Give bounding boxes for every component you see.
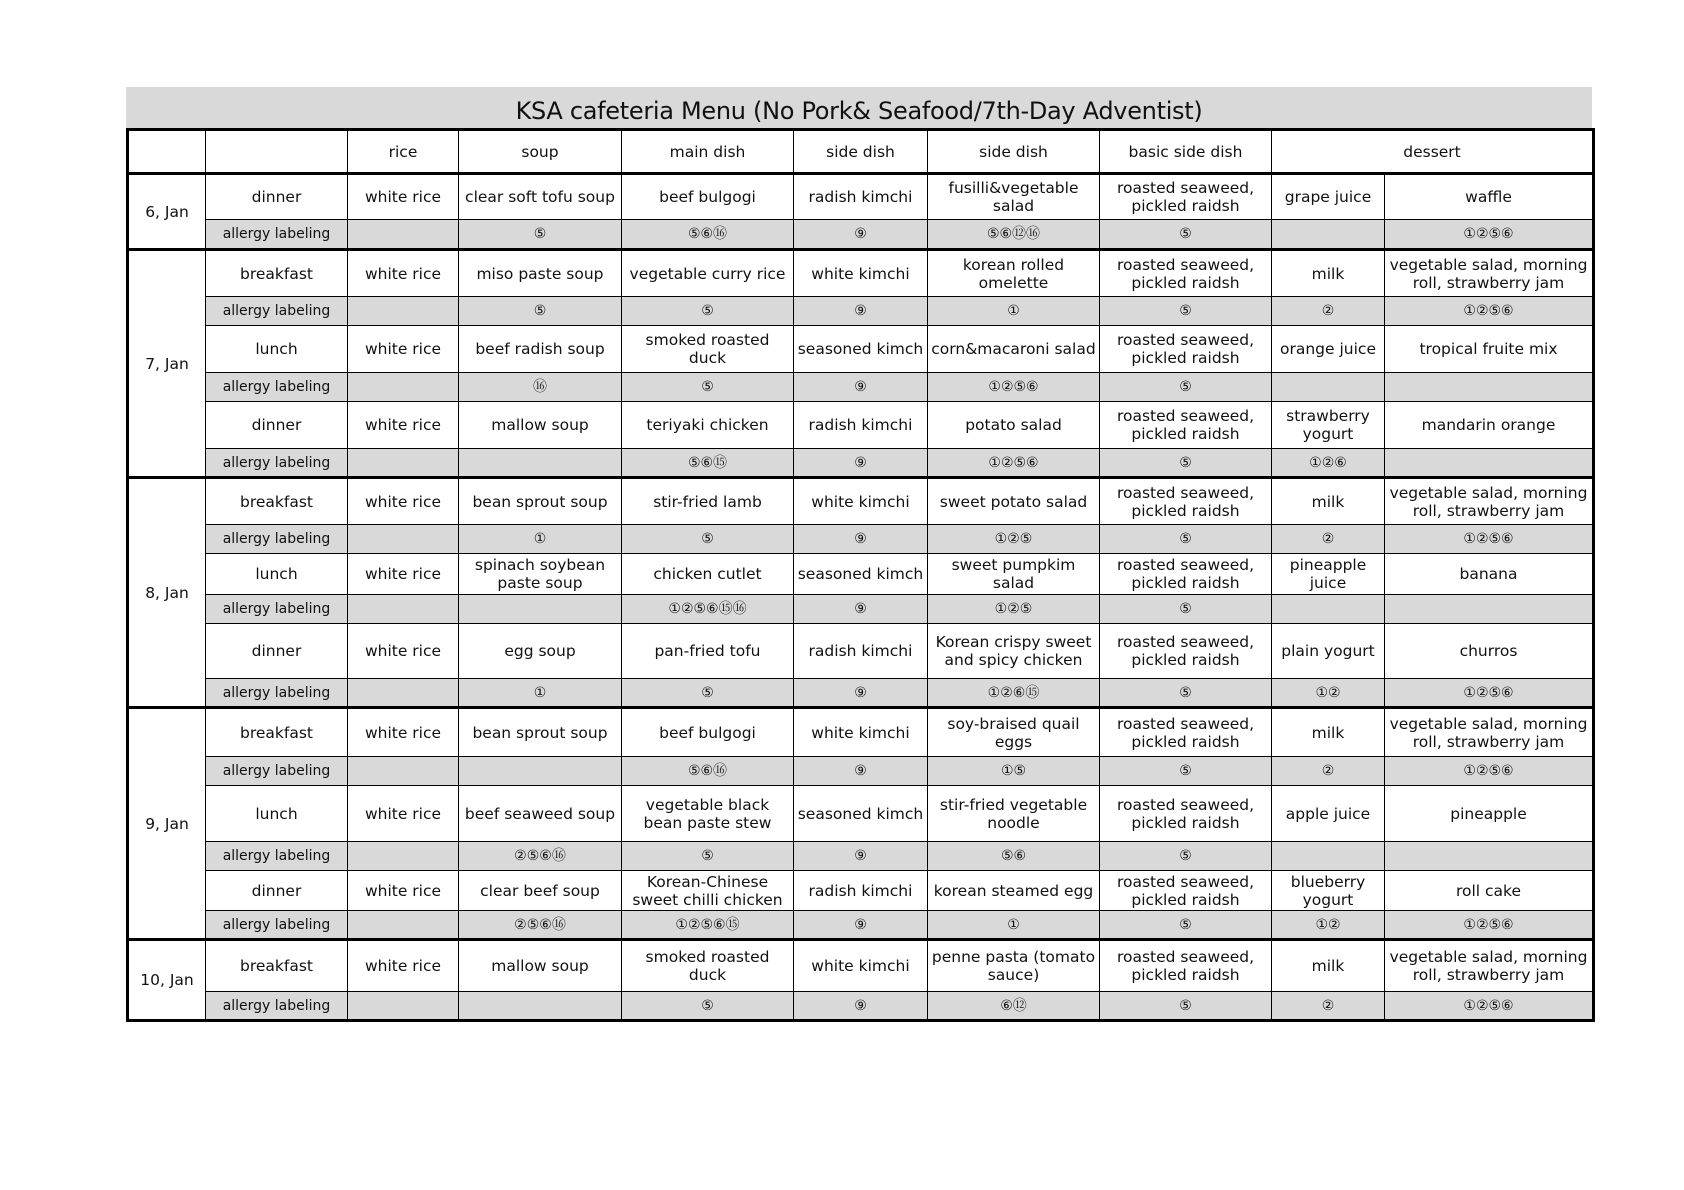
menu-cell-rice: white rice <box>348 708 459 757</box>
menu-cell-basic-side-dish: roasted seaweed, pickled raidsh <box>1100 402 1272 449</box>
allergy-cell-side-dish-2: ⑥⑫ <box>928 992 1100 1021</box>
menu-cell-side-dish-2: penne pasta (tomato sauce) <box>928 940 1100 992</box>
allergy-cell-side-dish: ⑨ <box>794 679 928 708</box>
menu-cell-side-dish: seasoned kimch <box>794 326 928 373</box>
menu-cell-soup: clear beef soup <box>459 871 622 911</box>
allergy-cell-main-dish: ⑤ <box>622 373 794 402</box>
allergy-cell-basic-side-dish: ⑤ <box>1100 911 1272 940</box>
menu-cell-main-dish: stir-fried lamb <box>622 478 794 525</box>
menu-cell-basic-side-dish: roasted seaweed, pickled raidsh <box>1100 708 1272 757</box>
allergy-cell-side-dish-2: ① <box>928 297 1100 326</box>
allergy-cell-side-dish: ⑨ <box>794 757 928 786</box>
allergy-cell-dessert-2: ①②⑤⑥ <box>1385 911 1594 940</box>
allergy-cell-main-dish: ⑤ <box>622 842 794 871</box>
menu-cell-soup: egg soup <box>459 624 622 679</box>
allergy-cell-dessert-2 <box>1385 449 1594 478</box>
header-cell-date <box>128 130 206 174</box>
menu-cell-dessert-2: roll cake <box>1385 871 1594 911</box>
menu-cell-dessert-2: waffle <box>1385 174 1594 220</box>
menu-cell-dessert-1: milk <box>1272 940 1385 992</box>
menu-cell-dessert-1: apple juice <box>1272 786 1385 842</box>
allergy-cell-rice <box>348 595 459 624</box>
allergy-cell-basic-side-dish: ⑤ <box>1100 992 1272 1021</box>
menu-cell-dessert-1: grape juice <box>1272 174 1385 220</box>
menu-cell-dessert-2: vegetable salad, morning roll, strawberry jam <box>1385 708 1594 757</box>
allergy-row <box>128 992 1594 1021</box>
allergy-cell-soup: ②⑤⑥⑯ <box>459 842 622 871</box>
allergy-label-cell: allergy labeling <box>206 297 348 326</box>
allergy-cell-soup <box>459 449 622 478</box>
allergy-cell-dessert-2 <box>1385 842 1594 871</box>
menu-cell-side-dish-2: fusilli&vegetable salad <box>928 174 1100 220</box>
header-cell-rice: rice <box>348 130 459 174</box>
allergy-cell-rice <box>348 220 459 250</box>
meal-row <box>128 478 1594 525</box>
allergy-label-cell: allergy labeling <box>206 911 348 940</box>
header-cell-basic-side-dish: basic side dish <box>1100 130 1272 174</box>
meal-name-cell: lunch <box>206 786 348 842</box>
menu-cell-rice: white rice <box>348 250 459 297</box>
menu-cell-dessert-2: pineapple <box>1385 786 1594 842</box>
menu-cell-dessert-2: vegetable salad, morning roll, strawberry jam <box>1385 478 1594 525</box>
allergy-row <box>128 679 1594 708</box>
menu-cell-soup: spinach soybean paste soup <box>459 554 622 595</box>
menu-cell-rice: white rice <box>348 624 459 679</box>
menu-cell-dessert-2: churros <box>1385 624 1594 679</box>
allergy-cell-side-dish-2: ⑤⑥ <box>928 842 1100 871</box>
menu-cell-basic-side-dish: roasted seaweed, pickled raidsh <box>1100 940 1272 992</box>
allergy-row <box>128 297 1594 326</box>
menu-cell-dessert-1: pineapple juice <box>1272 554 1385 595</box>
menu-cell-dessert-2: banana <box>1385 554 1594 595</box>
meal-row <box>128 402 1594 449</box>
allergy-cell-dessert-1 <box>1272 220 1385 250</box>
menu-cell-dessert-1: milk <box>1272 478 1385 525</box>
allergy-label-cell: allergy labeling <box>206 992 348 1021</box>
menu-cell-main-dish: vegetable curry rice <box>622 250 794 297</box>
allergy-label-cell: allergy labeling <box>206 449 348 478</box>
header-row <box>128 130 1594 174</box>
allergy-row <box>128 449 1594 478</box>
allergy-cell-side-dish: ⑨ <box>794 992 928 1021</box>
menu-cell-side-dish-2: corn&macaroni salad <box>928 326 1100 373</box>
allergy-cell-dessert-1 <box>1272 595 1385 624</box>
allergy-row <box>128 842 1594 871</box>
allergy-cell-side-dish: ⑨ <box>794 297 928 326</box>
allergy-cell-soup <box>459 595 622 624</box>
meal-name-cell: breakfast <box>206 940 348 992</box>
menu-cell-soup: mallow soup <box>459 402 622 449</box>
meal-row <box>128 708 1594 757</box>
meal-row <box>128 250 1594 297</box>
allergy-cell-main-dish: ①②⑤⑥⑮⑯ <box>622 595 794 624</box>
date-cell: 9, Jan <box>128 708 206 940</box>
allergy-cell-dessert-2: ①②⑤⑥ <box>1385 297 1594 326</box>
menu-cell-basic-side-dish: roasted seaweed, pickled raidsh <box>1100 554 1272 595</box>
page-title: KSA cafeteria Menu (No Pork& Seafood/7th-Day Adventist) <box>126 87 1592 128</box>
menu-cell-side-dish: radish kimchi <box>794 624 928 679</box>
allergy-cell-dessert-2 <box>1385 595 1594 624</box>
date-cell: 10, Jan <box>128 940 206 1021</box>
meal-name-cell: dinner <box>206 174 348 220</box>
menu-cell-side-dish-2: stir-fried vegetable noodle <box>928 786 1100 842</box>
allergy-label-cell: allergy labeling <box>206 525 348 554</box>
date-cell: 6, Jan <box>128 174 206 250</box>
menu-cell-side-dish: seasoned kimch <box>794 786 928 842</box>
allergy-cell-basic-side-dish: ⑤ <box>1100 525 1272 554</box>
allergy-cell-soup: ① <box>459 525 622 554</box>
menu-cell-rice: white rice <box>348 786 459 842</box>
allergy-cell-side-dish: ⑨ <box>794 220 928 250</box>
allergy-cell-side-dish-2: ①②⑤⑥ <box>928 373 1100 402</box>
allergy-cell-rice <box>348 911 459 940</box>
menu-cell-basic-side-dish: roasted seaweed, pickled raidsh <box>1100 871 1272 911</box>
allergy-label-cell: allergy labeling <box>206 679 348 708</box>
menu-cell-main-dish: teriyaki chicken <box>622 402 794 449</box>
meal-name-cell: dinner <box>206 624 348 679</box>
allergy-cell-basic-side-dish: ⑤ <box>1100 757 1272 786</box>
header-cell-dessert: dessert <box>1272 130 1594 174</box>
menu-cell-main-dish: pan-fried tofu <box>622 624 794 679</box>
menu-cell-soup: beef radish soup <box>459 326 622 373</box>
allergy-cell-side-dish: ⑨ <box>794 842 928 871</box>
allergy-cell-rice <box>348 525 459 554</box>
allergy-cell-soup <box>459 992 622 1021</box>
menu-cell-soup: clear soft tofu soup <box>459 174 622 220</box>
allergy-cell-dessert-1: ② <box>1272 297 1385 326</box>
allergy-cell-dessert-1: ①② <box>1272 679 1385 708</box>
menu-cell-side-dish-2: sweet potato salad <box>928 478 1100 525</box>
menu-cell-side-dish: white kimchi <box>794 940 928 992</box>
allergy-cell-basic-side-dish: ⑤ <box>1100 679 1272 708</box>
allergy-cell-basic-side-dish: ⑤ <box>1100 220 1272 250</box>
allergy-cell-main-dish: ⑤⑥⑯ <box>622 220 794 250</box>
allergy-cell-soup: ① <box>459 679 622 708</box>
allergy-cell-side-dish: ⑨ <box>794 449 928 478</box>
menu-cell-soup: bean sprout soup <box>459 708 622 757</box>
allergy-cell-main-dish: ①②⑤⑥⑮ <box>622 911 794 940</box>
meal-name-cell: breakfast <box>206 250 348 297</box>
allergy-cell-basic-side-dish: ⑤ <box>1100 297 1272 326</box>
menu-cell-basic-side-dish: roasted seaweed, pickled raidsh <box>1100 174 1272 220</box>
allergy-label-cell: allergy labeling <box>206 373 348 402</box>
allergy-row <box>128 595 1594 624</box>
allergy-cell-soup: ⑤ <box>459 297 622 326</box>
menu-cell-side-dish-2: sweet pumpkim salad <box>928 554 1100 595</box>
menu-cell-side-dish-2: soy-braised quail eggs <box>928 708 1100 757</box>
menu-cell-side-dish-2: korean steamed egg <box>928 871 1100 911</box>
menu-cell-main-dish: smoked roasted duck <box>622 326 794 373</box>
allergy-cell-rice <box>348 757 459 786</box>
meal-name-cell: dinner <box>206 871 348 911</box>
allergy-cell-dessert-1: ①② <box>1272 911 1385 940</box>
meal-row <box>128 786 1594 842</box>
allergy-cell-dessert-1 <box>1272 842 1385 871</box>
header-cell-soup: soup <box>459 130 622 174</box>
menu-cell-main-dish: chicken cutlet <box>622 554 794 595</box>
allergy-cell-basic-side-dish: ⑤ <box>1100 595 1272 624</box>
menu-cell-dessert-1: milk <box>1272 708 1385 757</box>
menu-cell-main-dish: beef bulgogi <box>622 174 794 220</box>
date-cell: 8, Jan <box>128 478 206 708</box>
menu-cell-rice: white rice <box>348 478 459 525</box>
allergy-cell-main-dish: ⑤ <box>622 679 794 708</box>
menu-sheet <box>126 87 1592 1022</box>
menu-cell-soup: beef seaweed soup <box>459 786 622 842</box>
allergy-cell-dessert-2 <box>1385 373 1594 402</box>
allergy-cell-dessert-1 <box>1272 373 1385 402</box>
allergy-cell-side-dish: ⑨ <box>794 911 928 940</box>
menu-cell-rice: white rice <box>348 402 459 449</box>
allergy-cell-side-dish: ⑨ <box>794 595 928 624</box>
menu-cell-rice: white rice <box>348 871 459 911</box>
allergy-cell-dessert-1: ①②⑥ <box>1272 449 1385 478</box>
menu-cell-basic-side-dish: roasted seaweed, pickled raidsh <box>1100 624 1272 679</box>
menu-body <box>128 130 1594 1021</box>
header-cell-side-dish-2: side dish <box>928 130 1100 174</box>
menu-cell-main-dish: vegetable black bean paste stew <box>622 786 794 842</box>
menu-cell-side-dish: radish kimchi <box>794 871 928 911</box>
menu-cell-main-dish: smoked roasted duck <box>622 940 794 992</box>
menu-cell-dessert-2: vegetable salad, morning roll, strawberry jam <box>1385 940 1594 992</box>
allergy-cell-side-dish-2: ⑤⑥⑫⑯ <box>928 220 1100 250</box>
allergy-cell-side-dish-2: ①②⑥⑮ <box>928 679 1100 708</box>
menu-cell-soup: miso paste soup <box>459 250 622 297</box>
menu-cell-dessert-1: blueberry yogurt <box>1272 871 1385 911</box>
meal-name-cell: lunch <box>206 554 348 595</box>
menu-cell-dessert-1: strawberry yogurt <box>1272 402 1385 449</box>
allergy-cell-side-dish-2: ① <box>928 911 1100 940</box>
allergy-cell-basic-side-dish: ⑤ <box>1100 449 1272 478</box>
allergy-cell-dessert-1: ② <box>1272 757 1385 786</box>
allergy-cell-soup: ②⑤⑥⑯ <box>459 911 622 940</box>
allergy-cell-dessert-2: ①②⑤⑥ <box>1385 757 1594 786</box>
meal-row <box>128 326 1594 373</box>
menu-cell-side-dish: white kimchi <box>794 250 928 297</box>
allergy-cell-rice <box>348 373 459 402</box>
menu-cell-side-dish-2: Korean crispy sweet and spicy chicken <box>928 624 1100 679</box>
menu-cell-side-dish: radish kimchi <box>794 402 928 449</box>
allergy-cell-side-dish-2: ①②⑤⑥ <box>928 449 1100 478</box>
meal-name-cell: dinner <box>206 402 348 449</box>
menu-cell-rice: white rice <box>348 940 459 992</box>
allergy-cell-main-dish: ⑤ <box>622 525 794 554</box>
allergy-cell-dessert-2: ①②⑤⑥ <box>1385 992 1594 1021</box>
date-cell: 7, Jan <box>128 250 206 478</box>
allergy-cell-main-dish: ⑤⑥⑯ <box>622 757 794 786</box>
meal-name-cell: breakfast <box>206 478 348 525</box>
allergy-row <box>128 757 1594 786</box>
allergy-cell-side-dish-2: ①②⑤ <box>928 525 1100 554</box>
meal-row <box>128 554 1594 595</box>
allergy-cell-soup: ⑯ <box>459 373 622 402</box>
allergy-cell-rice <box>348 992 459 1021</box>
allergy-cell-basic-side-dish: ⑤ <box>1100 373 1272 402</box>
allergy-label-cell: allergy labeling <box>206 220 348 250</box>
menu-cell-side-dish-2: korean rolled omelette <box>928 250 1100 297</box>
allergy-cell-side-dish-2: ①⑤ <box>928 757 1100 786</box>
header-cell-side-dish: side dish <box>794 130 928 174</box>
allergy-row <box>128 911 1594 940</box>
menu-cell-basic-side-dish: roasted seaweed, pickled raidsh <box>1100 250 1272 297</box>
menu-cell-dessert-1: orange juice <box>1272 326 1385 373</box>
menu-cell-side-dish-2: potato salad <box>928 402 1100 449</box>
allergy-label-cell: allergy labeling <box>206 842 348 871</box>
menu-cell-main-dish: beef bulgogi <box>622 708 794 757</box>
allergy-row <box>128 525 1594 554</box>
meal-row <box>128 871 1594 911</box>
menu-cell-dessert-1: plain yogurt <box>1272 624 1385 679</box>
menu-cell-dessert-2: tropical fruite mix <box>1385 326 1594 373</box>
meal-row <box>128 624 1594 679</box>
menu-cell-dessert-2: vegetable salad, morning roll, strawberry jam <box>1385 250 1594 297</box>
allergy-cell-rice <box>348 449 459 478</box>
menu-cell-main-dish: Korean-Chinese sweet chilli chicken <box>622 871 794 911</box>
menu-cell-basic-side-dish: roasted seaweed, pickled raidsh <box>1100 326 1272 373</box>
menu-cell-basic-side-dish: roasted seaweed, pickled raidsh <box>1100 786 1272 842</box>
allergy-cell-side-dish-2: ①②⑤ <box>928 595 1100 624</box>
allergy-row <box>128 373 1594 402</box>
menu-cell-rice: white rice <box>348 326 459 373</box>
menu-table <box>126 128 1595 1022</box>
meal-name-cell: breakfast <box>206 708 348 757</box>
allergy-cell-dessert-1: ② <box>1272 992 1385 1021</box>
menu-cell-rice: white rice <box>348 554 459 595</box>
menu-cell-soup: bean sprout soup <box>459 478 622 525</box>
menu-cell-dessert-1: milk <box>1272 250 1385 297</box>
menu-cell-side-dish: radish kimchi <box>794 174 928 220</box>
allergy-row <box>128 220 1594 250</box>
menu-cell-rice: white rice <box>348 174 459 220</box>
allergy-cell-rice <box>348 679 459 708</box>
allergy-label-cell: allergy labeling <box>206 595 348 624</box>
menu-cell-side-dish: white kimchi <box>794 708 928 757</box>
allergy-cell-dessert-1: ② <box>1272 525 1385 554</box>
allergy-cell-dessert-2: ①②⑤⑥ <box>1385 220 1594 250</box>
allergy-label-cell: allergy labeling <box>206 757 348 786</box>
meal-name-cell: lunch <box>206 326 348 373</box>
header-cell-main-dish: main dish <box>622 130 794 174</box>
allergy-cell-main-dish: ⑤⑥⑮ <box>622 449 794 478</box>
allergy-cell-main-dish: ⑤ <box>622 992 794 1021</box>
allergy-cell-rice <box>348 842 459 871</box>
allergy-cell-side-dish: ⑨ <box>794 373 928 402</box>
meal-row <box>128 174 1594 220</box>
allergy-cell-main-dish: ⑤ <box>622 297 794 326</box>
header-cell-meal <box>206 130 348 174</box>
menu-cell-basic-side-dish: roasted seaweed, pickled raidsh <box>1100 478 1272 525</box>
allergy-cell-dessert-2: ①②⑤⑥ <box>1385 679 1594 708</box>
allergy-cell-rice <box>348 297 459 326</box>
meal-row <box>128 940 1594 992</box>
allergy-cell-dessert-2: ①②⑤⑥ <box>1385 525 1594 554</box>
allergy-cell-side-dish: ⑨ <box>794 525 928 554</box>
allergy-cell-basic-side-dish: ⑤ <box>1100 842 1272 871</box>
menu-cell-side-dish: seasoned kimch <box>794 554 928 595</box>
menu-cell-side-dish: white kimchi <box>794 478 928 525</box>
menu-cell-soup: mallow soup <box>459 940 622 992</box>
allergy-cell-soup <box>459 757 622 786</box>
menu-cell-dessert-2: mandarin orange <box>1385 402 1594 449</box>
allergy-cell-soup: ⑤ <box>459 220 622 250</box>
